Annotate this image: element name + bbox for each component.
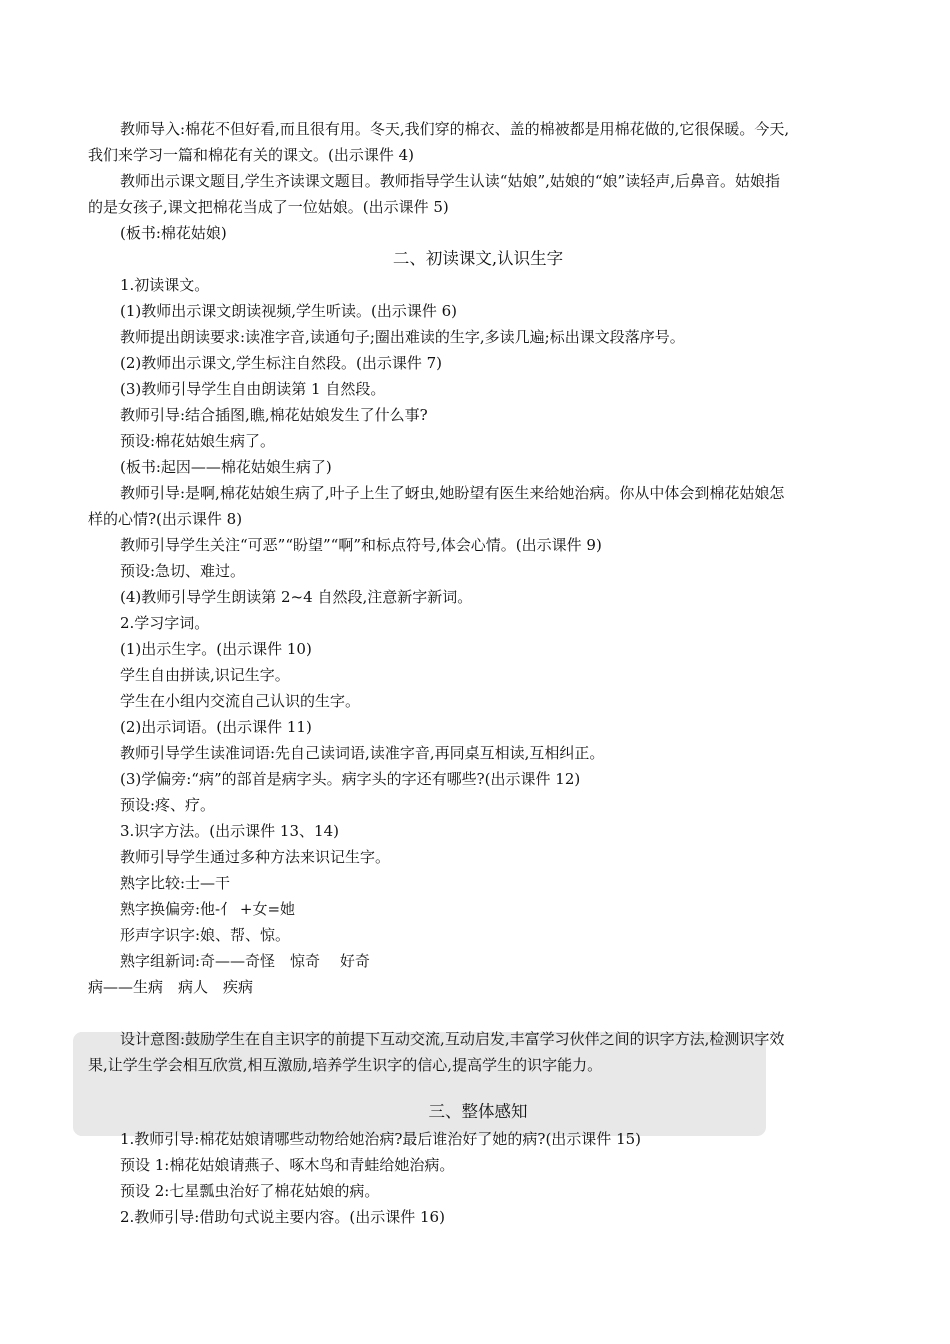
section-2-line: 形声字识字:娘、帮、惊。 — [120, 926, 291, 944]
section-2-line: (2)教师出示课文,学生标注自然段。(出示课件 7) — [120, 354, 443, 372]
section-2-line: 3.识字方法。(出示课件 13、14) — [120, 822, 339, 840]
section-2-line: (3)学偏旁:“病”的部首是病字头。病字头的字还有哪些?(出示课件 12) — [120, 770, 581, 788]
section-2-line: 教师提出朗读要求:读准字音,读通句子;圈出难读的生字,多读几遍;标出课文段落序号。 — [120, 328, 685, 346]
section-3-line: 预设 2:七星瓢虫治好了棉花姑娘的病。 — [120, 1182, 380, 1200]
intro-paragraph-2-line-1: 教师出示课文题目,学生齐读课文题目。教师指导学生认读“姑娘”,姑娘的“娘”读轻声,后鼻音。姑娘指 — [120, 172, 780, 190]
section-2-line: (2)出示词语。(出示课件 11) — [120, 718, 312, 736]
section-2-line: (1)出示生字。(出示课件 10) — [120, 640, 312, 658]
section-2-line: 教师引导学生读准词语:先自己读词语,读准字音,再同桌互相读,互相纠正。 — [120, 744, 605, 762]
section-2-line: 教师引导学生关注“可恶”“盼望”“啊”和标点符号,体会心情。(出示课件 9) — [120, 536, 602, 554]
intro-paragraph-1-line-1: 教师导入:棉花不但好看,而且很有用。冬天,我们穿的棉衣、盖的棉被都是用棉花做的,它很保暖。今天, — [120, 120, 790, 138]
section-2-line: 2.学习字词。 — [120, 614, 210, 632]
section-2-line: 样的心情?(出示课件 8) — [88, 510, 243, 528]
section-3-line: 预设 1:棉花姑娘请燕子、啄木鸟和青蛙给她治病。 — [120, 1156, 455, 1174]
section-3-line: 2.教师引导:借助句式说主要内容。(出示课件 16) — [120, 1208, 445, 1226]
intro-paragraph-1-line-2: 我们来学习一篇和棉花有关的课文。(出示课件 4) — [88, 146, 415, 164]
section-2-heading: 二、初读课文,认识生字 — [392, 249, 564, 268]
intro-board-note: (板书:棉花姑娘) — [120, 224, 227, 242]
section-2-line: (4)教师引导学生朗读第 2~4 自然段,注意新字新词。 — [120, 588, 473, 606]
section-3-heading: 三、整体感知 — [428, 1102, 528, 1121]
section-2-line: 预设:棉花姑娘生病了。 — [120, 432, 276, 450]
section-2-line: (板书:起因——棉花姑娘生病了) — [120, 458, 332, 476]
section-2-line: 教师引导:结合插图,瞧,棉花姑娘发生了什么事? — [120, 406, 428, 424]
design-intent-line-2: 果,让学生学会相互欣赏,相互激励,培养学生识字的信心,提高学生的识字能力。 — [88, 1056, 603, 1074]
section-2-line: 病——生病 病人 疾病 — [88, 978, 254, 996]
section-2-line: 预设:疼、疗。 — [120, 796, 216, 814]
section-2-line: 熟字比较:士—干 — [120, 874, 231, 892]
intro-paragraph-2-line-2: 的是女孩子,课文把棉花当成了一位姑娘。(出示课件 5) — [88, 198, 449, 216]
section-2-line: 熟字换偏旁:他-亻 +女=她 — [120, 900, 296, 918]
section-3-line: 1.教师引导:棉花姑娘请哪些动物给她治病?最后谁治好了她的病?(出示课件 15) — [120, 1130, 642, 1148]
section-2-line: 学生自由拼读,识记生字。 — [120, 666, 290, 684]
section-2-line: 1.初读课文。 — [120, 276, 210, 294]
design-intent-line-1: 设计意图:鼓励学生在自主识字的前提下互动交流,互动启发,丰富学习伙伴之间的识字方法,检测识字效 — [120, 1030, 785, 1048]
section-2-line: (1)教师出示课文朗读视频,学生听读。(出示课件 6) — [120, 302, 458, 320]
section-2-line: 熟字组新词:奇——奇怪 惊奇 好奇 — [120, 952, 370, 970]
section-2-line: 预设:急切、难过。 — [120, 562, 246, 580]
section-2-line: (3)教师引导学生自由朗读第 1 自然段。 — [120, 380, 386, 398]
section-2-line: 学生在小组内交流自己认识的生字。 — [120, 692, 361, 710]
section-2-line: 教师引导学生通过多种方法来识记生字。 — [120, 848, 391, 866]
section-2-line: 教师引导:是啊,棉花姑娘生病了,叶子上生了蚜虫,她盼望有医生来给她治病。你从中体会到棉花姑娘怎 — [120, 484, 785, 502]
